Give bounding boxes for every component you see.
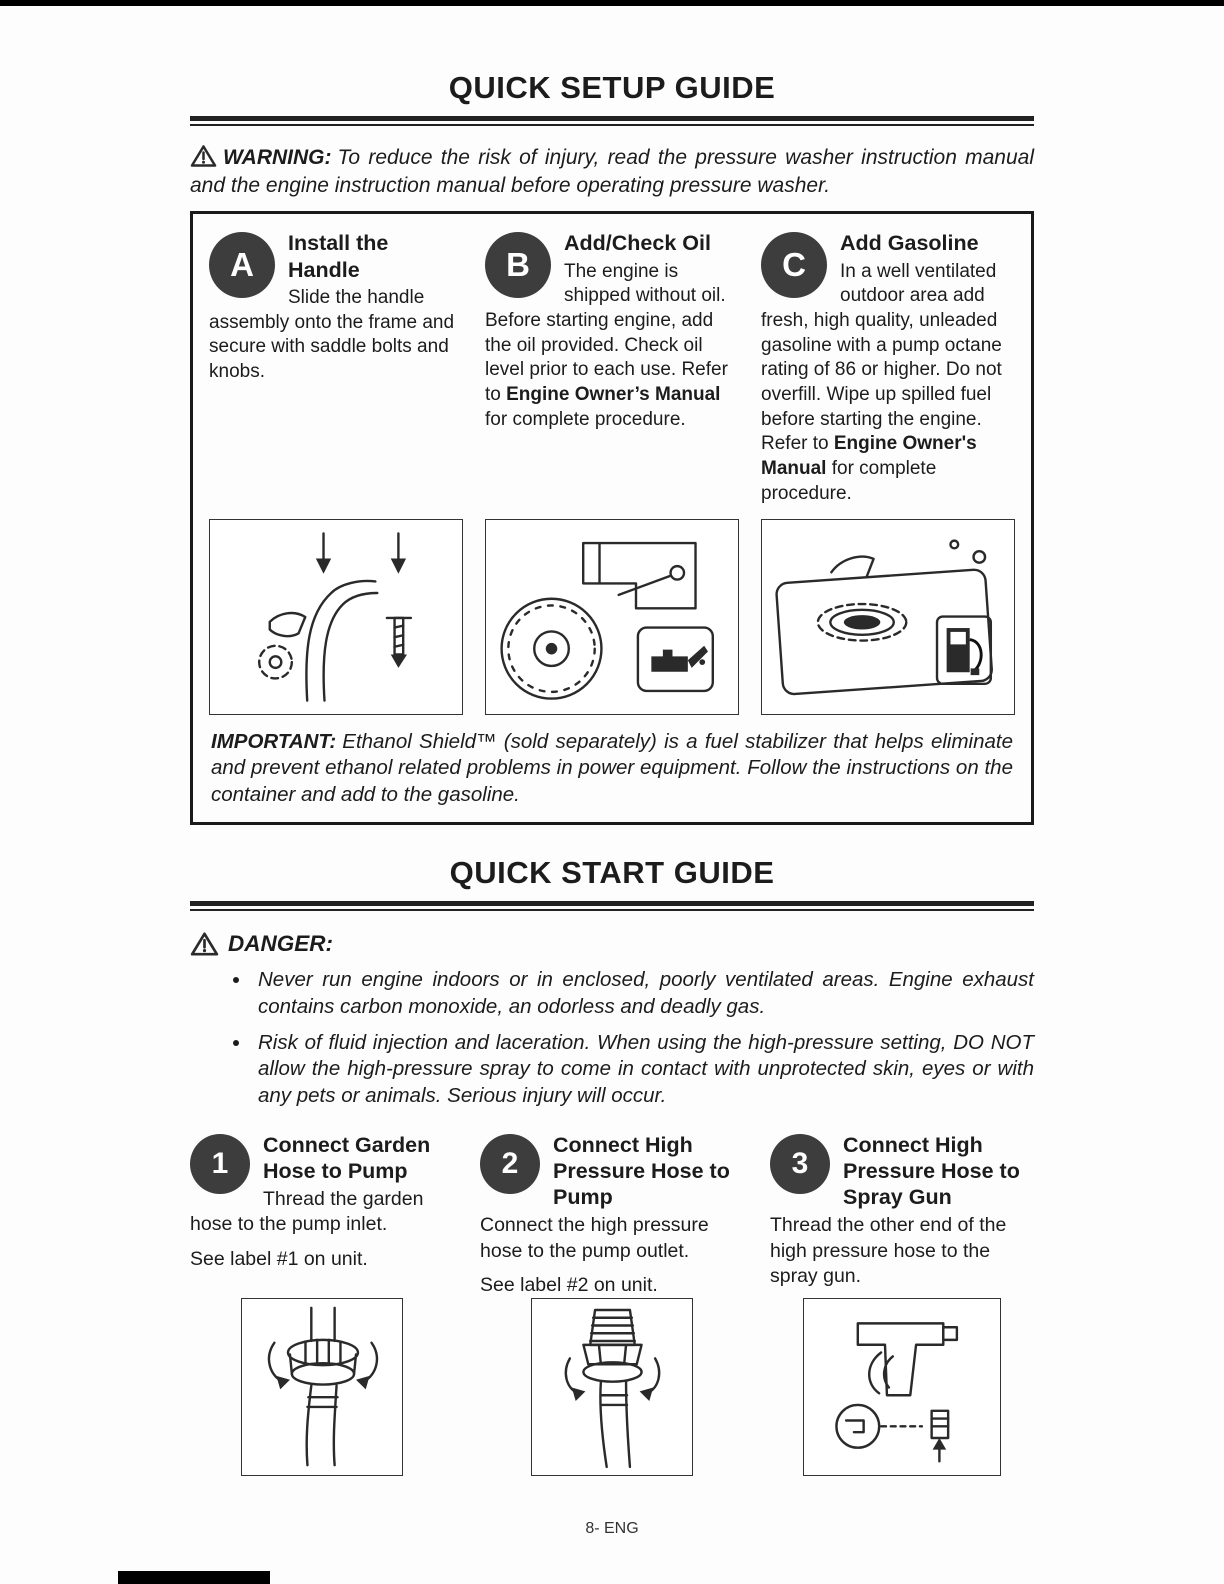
- step-b-title: Add/Check Oil: [564, 231, 711, 256]
- warning-icon: [190, 144, 217, 168]
- danger-bullets: [252, 967, 1034, 1109]
- handle-install-illustration: [209, 519, 463, 715]
- step-a-badge: A: [209, 232, 275, 298]
- step-c-badge: C: [761, 232, 827, 298]
- step-1-title: Connect Garden Hose to Pump: [263, 1132, 431, 1183]
- warning-text: To reduce the risk of injury, read the pressure washer instruction manual and the engine instruction manual before operating pressure washer.: [190, 146, 1034, 197]
- step-a-title: Install the Handle: [288, 231, 389, 282]
- danger-label: DANGER:: [228, 931, 333, 957]
- scan-artifact-bottom: [118, 1571, 270, 1584]
- step-b-badge: B: [485, 232, 551, 298]
- title-rule: [190, 116, 1034, 126]
- step-c-body: In a well ventilated outdoor area add fresh, high quality, unleaded gasoline with a pump octane rating of 86 or higher. Do not overfill. Wipe up spilled fuel before starting the engine. Refer to Engine Owner's Manual for complete procedure.: [761, 260, 1002, 504]
- warning-label: WARNING:: [223, 146, 332, 169]
- warning-paragraph: [190, 144, 1034, 199]
- start-guide-title: QUICK START GUIDE: [449, 855, 775, 891]
- step-3-title: Connect High Pressure Hose to Spray Gun: [843, 1132, 1020, 1210]
- check-oil-illustration: [485, 519, 739, 715]
- title-rule-2: [190, 901, 1034, 911]
- setup-steps-box: [190, 211, 1034, 825]
- step-2-badge: 2: [480, 1134, 540, 1194]
- garden-hose-illustration: [241, 1298, 403, 1476]
- danger-bullet-1: • Never run engine indoors or in enclosed, poorly ventilated areas. Engine exhaust contains carbon monoxide, an odorless and deadly gas.: [252, 967, 1034, 1020]
- pressure-hose-pump-illustration: [531, 1298, 693, 1476]
- step-2-title: Connect High Pressure Hose to Pump: [553, 1132, 730, 1210]
- add-gasoline-illustration: [761, 519, 1015, 715]
- page-number: 8- ENG: [585, 1520, 639, 1537]
- spray-gun-illustration: [803, 1298, 1001, 1476]
- setup-guide-title: QUICK SETUP GUIDE: [448, 70, 776, 105]
- start-step-1: [190, 1132, 454, 1477]
- step-1-note: See label #1 on unit.: [190, 1247, 368, 1270]
- danger-heading: [190, 931, 1034, 957]
- important-paragraph: [211, 729, 1013, 809]
- page-content: [190, 0, 1034, 1476]
- step-2-note: See label #2 on unit.: [480, 1274, 658, 1296]
- start-steps: [190, 1132, 1034, 1477]
- step-c-title: Add Gasoline: [840, 231, 979, 256]
- important-label: IMPORTANT:: [211, 729, 337, 753]
- start-step-2: [480, 1132, 744, 1477]
- step-1-badge: 1: [190, 1134, 250, 1194]
- danger-icon: [190, 931, 219, 957]
- setup-step-a: [209, 230, 463, 714]
- step-a-body: Slide the handle assembly onto the frame and secure with saddle bolts and knobs.: [209, 286, 455, 382]
- start-step-3: [770, 1132, 1034, 1477]
- step-1-body: Thread the garden hose to the pump inlet.: [190, 1188, 424, 1236]
- step-3-body: Thread the other end of the high pressure hose to the spray gun.: [770, 1214, 1007, 1287]
- setup-step-c: [761, 230, 1015, 714]
- step-3-badge: 3: [770, 1134, 830, 1194]
- scan-artifact-top: [0, 0, 1224, 6]
- setup-step-b: [485, 230, 739, 714]
- step-b-body: The engine is shipped without oil. Before starting engine, add the oil provided. Check oil level prior to each use. Refer to Engine Owner’s Manual for complete procedure.: [485, 260, 728, 430]
- important-text: Ethanol Shield™ (sold separately) is a fuel stabilizer that helps eliminate and prevent ethanol related problems in power equipment. Follow the instructions on the container and add to the gasoline.: [211, 729, 1013, 806]
- danger-bullet-2: • Risk of fluid injection and laceration. When using the high-pressure setting, DO NOT allow the high-pressure spray to come in contact with unprotected skin, eyes or with any pets or animals. Serious injury will occur.: [252, 1030, 1034, 1110]
- step-2-body: Connect the high pressure hose to the pump outlet.: [480, 1214, 709, 1262]
